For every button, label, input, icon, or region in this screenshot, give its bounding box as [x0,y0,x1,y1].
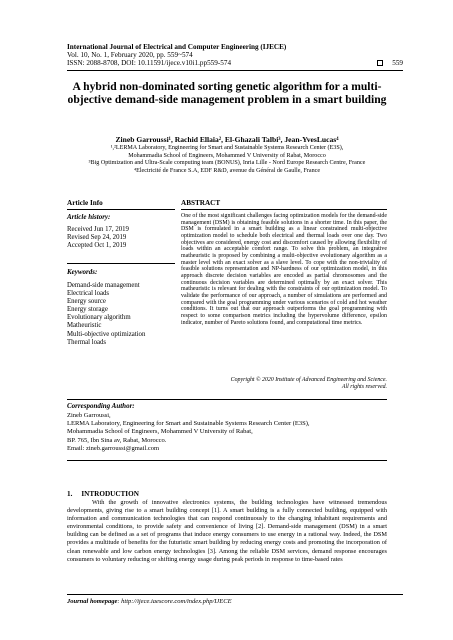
abstract-heading: ABSTRACT [181,199,221,207]
affiliation-line: Mohammadia School of Engineers, Mohammed V University of Rabat, Morocco [128,152,326,159]
journal-name: International Journal of Electrical and Computer Engineering (IJECE) [67,43,287,51]
affiliation-line: ¹,²LERMA Laboratory, Engineering for Smart and Sustainable Systems Research Center (E3S), [110,145,344,151]
journal-volume: Vol. 10, No. 1, February 2020, pp. 559~574 [67,51,193,60]
journal-footer [67,598,232,605]
keyword: Evolutionary algorithm [67,314,131,322]
copyright-notice [181,377,387,391]
journal-header [67,43,403,68]
keyword: Demand-side management [67,282,140,289]
checkbox-glyph-icon [377,60,383,66]
article-history-label: Article history: [67,213,111,221]
copyright-line: Copyright © 2020 Institute of Advanced Engineering and Science. [230,377,387,383]
article-info-rule [67,209,175,210]
journal-issn: ISSN: 2088-8708, DOI: 10.11591/ijece.v10i1.pp559-574 [67,59,232,68]
introduction-text: With the growth of innovative electronics systems, the building technologies have witnessed tremendous developments, giving rise to a smart building concept [1]. A smart building is a fully connected building, equipped with information and communication technologies that can respond continuously to the changing inhabitant requirements and environmental conditions, to provide safety and convenience of living [2]. Demand-side management (DSM) in a smart building can be defined as a set of programs that induce energy consumers to use energy in a rational way. Indeed, the DSM provides a multitude of benefits for the futuristic smart building by reducing energy costs and promoting the incorporation of clean renewable and low carbon energy technologies [3]. Among the reliable DSM services, demand response encourages consumers to voluntary reducing or shifting energy usage during peak periods in response to time-based rates [67,499,387,563]
keyword-list [67,282,145,347]
corresponding-line: LERMA Laboratory, Engineering for Smart and Sustainable Systems Research Center (E3S), [67,420,310,428]
corresponding-author-label: Corresponding Author: [67,402,135,410]
corresponding-line: Email: zineb.garroussi@gmail.com [67,444,160,452]
introduction-heading: 1. INTRODUCTION [67,490,139,498]
corresponding-line: Zineb Garroussi, [67,412,111,419]
abstract-text: One of the most significant challenges facing optimization models for the demand-side management (DSM) is obtaining feasible solutions in a shorter time. In this paper, the DSM is formulated in a smart building as a linear constrained multi-objective optimization model to schedule both electrical and thermal loads over one day. Two objectives are considered, energy cost and discomfort caused by allowing flexibility of loads within an acceptable comfort range. To solve this problem, an integrative matheuristic is proposed by combining a multi-objective evolutionary algorithm as a master level with an exact solver as a slave level. To cope with the non-triviality of feasible solutions representation and NP-hardness of our optimization model, in this approach discrete decision variables are encoded as partial chromosomes and the continuous decision variables are determined optimally by an exact solver. This matheuristic is relevant for dealing with the constraints of our optimization model. To validate the performance of our approach, a number of simulations are performed and compared with the goal programming under various scenarios of cold and hot weather conditions. It turns out that our approach outperforms the goal programming with respect to some comparison metrics including the hypervolume difference, epsilon indicator, number of Pareto solutions found, and computational time metrics. [181,213,387,326]
corresponding-line: Mohammadia School of Engineers, Mohammed V University of Rabat, [67,428,253,436]
affiliation-line: ⁴Electricité de France S.A, EDF R&D, avenue du Général de Gaulle, France [133,167,321,174]
corresponding-rule [67,399,387,400]
keyword: Matheuristic [67,322,102,330]
keywords-label: Keywords: [67,268,98,276]
history-date: Revised Sep 24, 2019 [67,234,127,242]
history-date: Accepted Oct 1, 2019 [67,242,127,250]
journal-homepage-label: Journal homepage [67,598,118,605]
affiliations [67,145,387,175]
corresponding-bottom-rule [67,460,387,461]
keywords-rule [67,263,175,264]
keyword: Electrical loads [67,290,110,298]
footer-rule [67,594,403,595]
article-info-heading: Article Info [67,199,103,207]
affiliation-line: ³Big Optimization and Ultra-Scale computing team (BONUS), Inria Lille - Nord Europe Research Centre, France [88,160,366,167]
paper-title: A hybrid non-dominated sorting genetic algorithm for a multi-objective demand-side management problem in a smart building [67,80,387,107]
keyword: Energy storage [67,306,108,314]
keyword: Energy source [67,298,106,306]
header-rule [67,70,403,71]
corresponding-author-details [67,412,387,453]
author-list: Zineb Garroussi¹, Rachid Ellaia², El-Ghazali Talbi³, Jean-YvesLucas⁴ [115,135,339,144]
copyright-line: All rights reserved. [341,384,387,390]
journal-homepage-url: : http://ijece.iaescore.com/index.php/IJECE [117,598,232,605]
history-date: Received Jun 17, 2019 [67,226,129,233]
abstract-rule [181,209,387,210]
article-history [67,226,129,250]
page-number: 559 [392,59,403,68]
keyword: Thermal loads [67,338,107,346]
corresponding-line: BP. 765, Ibn Sina av, Rabat, Morocco. [67,436,167,444]
keyword: Multi-objective optimization [67,330,146,338]
